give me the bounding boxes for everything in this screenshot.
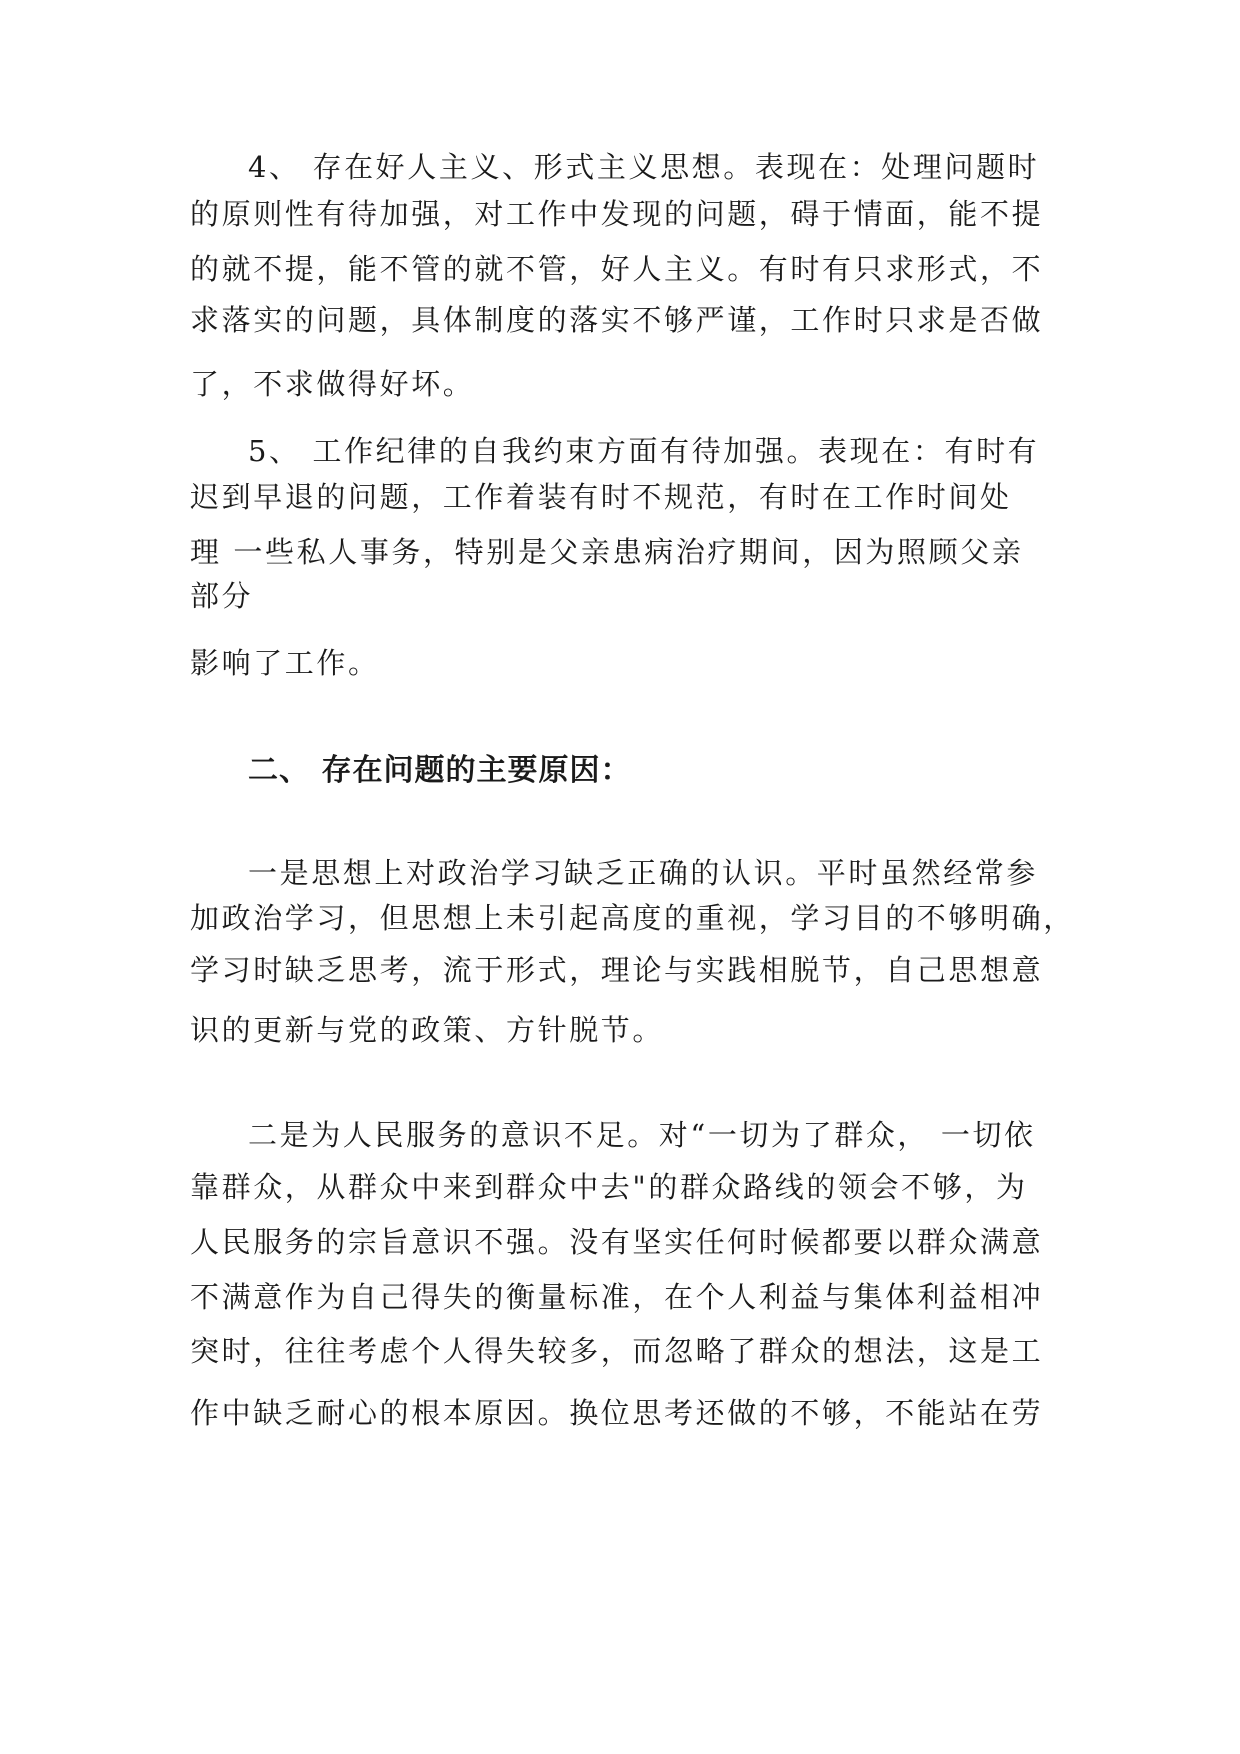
paragraph-line: 了，不求做得好坏。 — [190, 367, 475, 401]
paragraph-line: 的原则性有待加强，对工作中发现的问题，碍于情面，能不提 — [190, 197, 1044, 231]
paragraph-line: 迟到早退的问题，工作着装有时不规范，有时在工作时间处 — [190, 480, 1012, 514]
paragraph-line: 二是为人民服务的意识不足。对“一切为了群众， 一切依 — [248, 1118, 1036, 1152]
paragraph-line: 5、 工作纪律的自我约束方面有待加强。表现在：有时有 — [248, 434, 1040, 468]
paragraph-line: 不满意作为自己得失的衡量标准，在个人利益与集体利益相冲 — [190, 1280, 1044, 1314]
paragraph-line: 的就不提，能不管的就不管，好人主义。有时有只求形式，不 — [190, 252, 1044, 286]
paragraph-line: 靠群众，从群众中来到群众中去"的群众路线的领会不够，为 — [190, 1170, 1028, 1204]
paragraph-line: 4、 存在好人主义、形式主义思想。表现在：处理问题时 — [248, 150, 1040, 184]
section-heading: 二、 存在问题的主要原因： — [248, 753, 632, 788]
paragraph-line: 加政治学习，但思想上未引起高度的重视，学习目的不够明确， — [190, 901, 1075, 935]
paragraph-line: 理 一些私人事务，特别是父亲患病治疗期间，因为照顾父亲 — [190, 535, 1024, 569]
paragraph-line: 人民服务的宗旨意识不强。没有坚实任何时候都要以群众满意 — [190, 1225, 1044, 1259]
paragraph-line: 作中缺乏耐心的根本原因。换位思考还做的不够，不能站在劳 — [190, 1396, 1044, 1430]
paragraph-line: 一是思想上对政治学习缺乏正确的认识。平时虽然经常参 — [248, 856, 1039, 890]
paragraph-line: 部分 — [190, 579, 254, 613]
paragraph-line: 识的更新与党的政策、方针脱节。 — [190, 1013, 665, 1047]
paragraph-line: 突时，往往考虑个人得失较多，而忽略了群众的想法，这是工 — [190, 1334, 1044, 1368]
paragraph-line: 学习时缺乏思考，流于形式，理论与实践相脱节，自己思想意 — [190, 953, 1044, 987]
paragraph-line: 求落实的问题，具体制度的落实不够严谨，工作时只求是否做 — [190, 303, 1044, 337]
paragraph-line: 影响了工作。 — [190, 646, 380, 680]
